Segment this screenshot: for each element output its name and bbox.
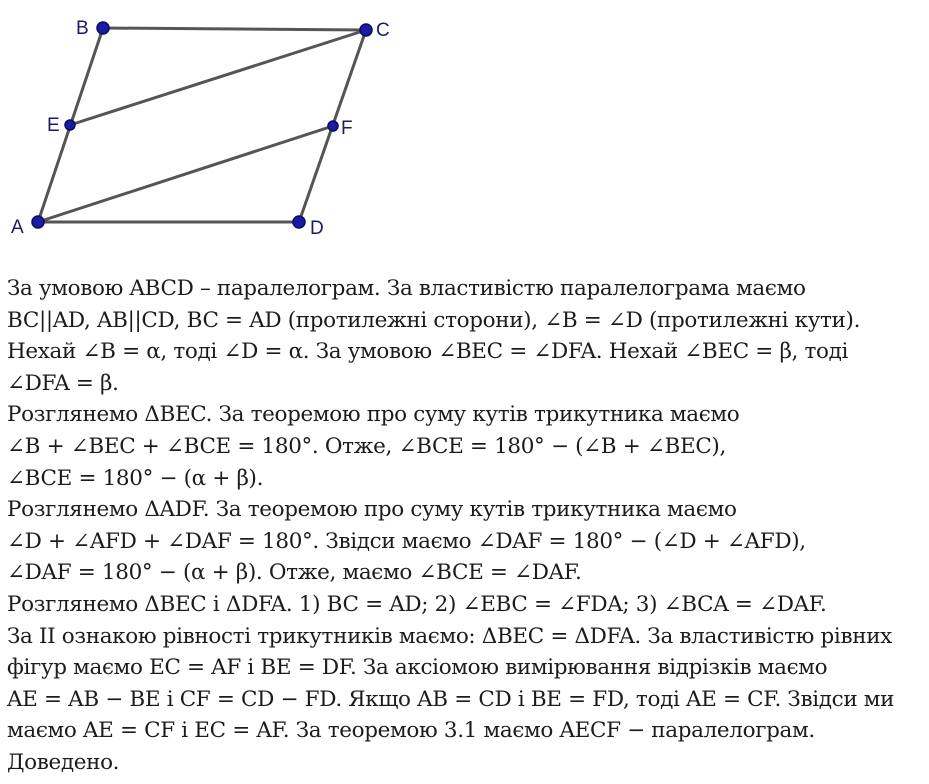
proof-line: маємо AE = CF і EC = AF. За теоремою 3.1 маємо AECF − паралелограм. bbox=[7, 718, 815, 744]
proof-line: ∠BCE = 180° − (α + β). bbox=[7, 465, 264, 491]
segment-ec bbox=[70, 30, 366, 125]
point-f bbox=[328, 121, 338, 131]
proof-line: Розглянемо ΔADF. За теоремою про суму кутів трикутника маємо bbox=[7, 497, 737, 523]
proof-line: За ІІ ознакою рівності трикутників маємо: ΔBEC = ΔDFA. За властивістю рівних bbox=[7, 623, 892, 649]
proof-line: ∠DFA = β. bbox=[7, 370, 119, 396]
proof-line: ∠DAF = 180° − (α + β). Отже, маємо ∠BCE = ∠DAF. bbox=[7, 560, 582, 586]
label-c: C bbox=[376, 20, 390, 41]
proof-line: фігур маємо EC = AF і BE = DF. За аксіомою вимірювання відрізків маємо bbox=[7, 655, 828, 681]
label-e: E bbox=[47, 115, 60, 136]
point-b bbox=[97, 22, 109, 34]
proof-line: Нехай ∠B = α, тоді ∠D = α. За умовою ∠BEC = ∠DFA. Нехай ∠BEC = β, тоді bbox=[7, 339, 849, 365]
point-c bbox=[360, 24, 372, 36]
proof-text bbox=[7, 273, 925, 779]
proof-line: Розглянемо ΔBEC і ΔDFA. 1) BC = AD; 2) ∠EBC = ∠FDA; 3) ∠BCA = ∠DAF. bbox=[7, 591, 827, 617]
label-d: D bbox=[310, 218, 324, 239]
segment-bc bbox=[103, 28, 366, 30]
proof-line: Доведено. bbox=[7, 749, 120, 775]
proof-line: Розглянемо ΔBEC. За теоремою про суму кутів трикутника маємо bbox=[7, 402, 740, 428]
label-b: B bbox=[76, 18, 89, 39]
label-a: A bbox=[11, 217, 24, 238]
proof-line: ∠D + ∠AFD + ∠DAF = 180°. Звідси маємо ∠DAF = 180° − (∠D + ∠AFD), bbox=[7, 528, 806, 554]
point-e bbox=[65, 120, 75, 130]
point-d bbox=[293, 216, 305, 228]
segment-af bbox=[38, 126, 333, 222]
point-a bbox=[32, 216, 44, 228]
proof-line: За умовою ABCD – паралелограм. За властивістю паралелограма маємо bbox=[7, 276, 806, 301]
parallelogram-figure bbox=[0, 0, 420, 250]
label-f: F bbox=[341, 118, 353, 139]
proof-line: ∠B + ∠BEC + ∠BCE = 180°. Отже, ∠BCE = 180° − (∠B + ∠BEC), bbox=[7, 433, 726, 459]
proof-line: AE = AB − BE і CF = CD − FD. Якщо AB = CD і BE = FD, тоді AE = CF. Звідси ми bbox=[7, 686, 895, 712]
proof-line: BC||AD, AB||CD, BC = AD (протилежні сторони), ∠B = ∠D (протилежні кути). bbox=[7, 307, 861, 333]
